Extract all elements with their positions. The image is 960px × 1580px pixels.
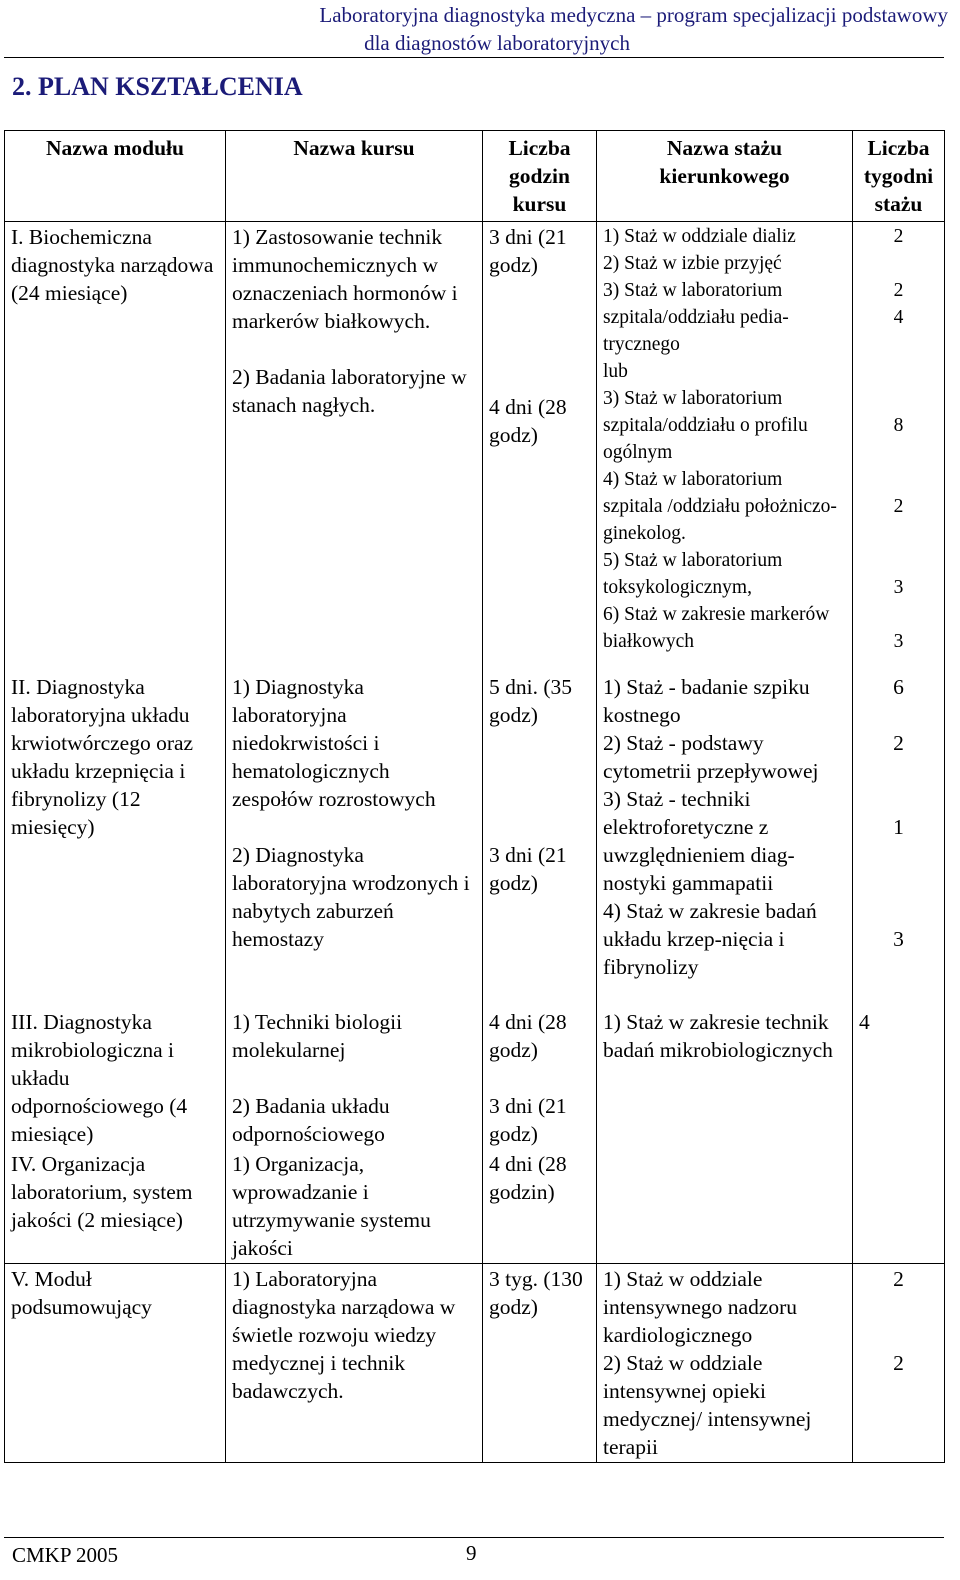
internship-item: 1) Staż w oddziale intensywnego nadzoru kardiologicznego [603,1267,798,1347]
module-cell [5,1007,226,1149]
col-header-module: Nazwa modułu [5,131,226,222]
course-item: 1) Techniki biologii molekularnej [232,1010,403,1062]
internship-item: 1) Staż w zakresie technik badań mikrobiologicznych [603,1010,833,1062]
weeks-cell [853,672,945,1007]
hours-item: 5 dni. (35 godz) [489,675,573,727]
course-cell [226,1149,483,1264]
hours-cell [483,1149,597,1264]
running-header-line1: Laboratoryjna diagnostyka medyczna – program specjalizacji podstawowy [319,3,948,27]
weeks-value: 2 [893,1267,904,1291]
footer-org: CMKP 2005 [12,1543,118,1567]
hours-cell [483,1264,597,1463]
weeks-value: 2 [893,1351,904,1375]
weeks-value: 3 [893,577,904,598]
module-cell [5,1264,226,1463]
internship-item: 4) Staż w laboratorium szpitala /oddziału położniczo-ginekolog. [603,469,837,544]
weeks-value: 1 [893,815,904,839]
weeks-cell [853,222,945,673]
hours-cell [483,672,597,1007]
hours-item: 4 dni (28 godz) [489,395,567,447]
weeks-value: 4 [893,307,904,328]
hours-item: 4 dni (28 godz) [489,1010,567,1062]
internship-item: 1) Staż w oddziale dializ [603,226,796,247]
weeks-value: 2 [893,731,904,755]
page-number: 9 [466,1541,477,1565]
hours-item: 3 dni (21 godz) [489,843,567,895]
module-cell [5,1149,226,1264]
hours-item: 3 dni (21 godz) [489,1094,567,1146]
internship-cell [597,222,853,673]
section-title: 2. PLAN KSZTAŁCENIA [12,72,303,101]
table-header-row [5,131,945,222]
col-header-hours: Liczba godzin kursu [483,131,597,222]
course-cell [226,672,483,1007]
course-item: 1) Diagnostyka laboratoryjna niedokrwistości i hematologicznych zespołów rozrostowych [232,675,436,811]
course-item: 1) Zastosowanie technik immunochemicznych w oznaczeniach hormonów i markerów białkowych. [232,225,458,333]
footer-rule [4,1537,944,1538]
hours-item: 3 dni (21 godz) [489,225,567,277]
col-header-internship: Nazwa stażu kierunkowego [597,131,853,222]
internship-item: lub [603,361,628,382]
internship-cell [597,1007,853,1149]
hours-item: 4 dni (28 godzin) [489,1152,567,1204]
table-row [5,672,945,1007]
weeks-value: 3 [893,631,904,652]
training-plan-table [4,130,945,1463]
internship-cell [597,1149,853,1264]
internship-item: 3) Staż w laboratorium szpitala/oddziału pedia-trycznego [603,280,789,355]
hours-cell [483,1007,597,1149]
weeks-value: 3 [893,927,904,951]
module-name: V. Moduł podsumowujący [11,1267,152,1319]
internship-cell [597,672,853,1007]
internship-item: 3) Staż w laboratorium szpitala/oddziału o profilu ogólnym [603,388,808,463]
weeks-value: 2 [893,496,904,517]
running-header [0,1,948,57]
weeks-cell [853,1149,945,1264]
course-item: 2) Badania laboratoryjne w stanach nagłych. [232,365,467,417]
module-name: IV. Organizacja laboratorium, system jakości (2 miesiące) [11,1152,193,1232]
table-row [5,1149,945,1264]
table-row [5,222,945,673]
col-header-weeks: Liczba tygodni stażu [853,131,945,222]
internship-item: 1) Staż - badanie szpiku kostnego [603,675,810,727]
internship-item: 2) Staż w izbie przyjęć [603,253,782,274]
module-name: III. Diagnostyka mikrobiologiczna i układu odpornościowego (4 miesiące) [11,1010,188,1146]
course-cell [226,1007,483,1149]
table-row [5,1264,945,1463]
col-header-course: Nazwa kursu [226,131,483,222]
weeks-value: 8 [893,415,904,436]
module-cell [5,672,226,1007]
module-name: II. Diagnostyka laboratoryjna układu krwiotwórczego oraz układu krzepnięcia i fibrynolizy (12 miesięcy) [11,675,194,839]
course-cell [226,1264,483,1463]
internship-item: 6) Staż w zakresie markerów białkowych [603,604,830,652]
weeks-value: 2 [893,280,904,301]
running-header-line2: dla diagnostów laboratoryjnych [364,31,630,55]
course-cell [226,222,483,673]
internship-item: 4) Staż w zakresie badań układu krzep-nięcia i fibrynolizy [603,899,817,979]
weeks-value: 6 [893,675,904,699]
weeks-value: 4 [859,1010,870,1034]
internship-cell [597,1264,853,1463]
weeks-cell [853,1007,945,1149]
internship-item: 5) Staż w laboratorium toksykologicznym, [603,550,783,598]
course-item: 1) Laboratoryjna diagnostyka narządowa w świetle rozwoju wiedzy medycznej i technik badawczych. [232,1267,456,1403]
header-rule [4,57,944,58]
weeks-cell [853,1264,945,1463]
module-name: I. Biochemiczna diagnostyka narządowa (24 miesiące) [11,225,214,305]
course-item: 2) Diagnostyka laboratoryjna wrodzonych i nabytych zaburzeń hemostazy [232,843,470,951]
course-item: 2) Badania układu odpornościowego [232,1094,390,1146]
internship-item: 2) Staż w oddziale intensywnej opieki medycznej/ intensywnej terapii [603,1351,812,1459]
hours-cell [483,222,597,673]
internship-item: 2) Staż - podstawy cytometrii przepływowej [603,731,819,783]
internship-item: 3) Staż - techniki elektroforetyczne z uwzględnieniem diag-nostyki gammapatii [603,787,795,895]
hours-item: 3 tyg. (130 godz) [489,1267,583,1319]
weeks-value: 2 [893,226,904,247]
table-row [5,1007,945,1149]
course-item: 1) Organizacja, wprowadzanie i utrzymywanie systemu jakości [232,1152,431,1260]
module-cell [5,222,226,673]
